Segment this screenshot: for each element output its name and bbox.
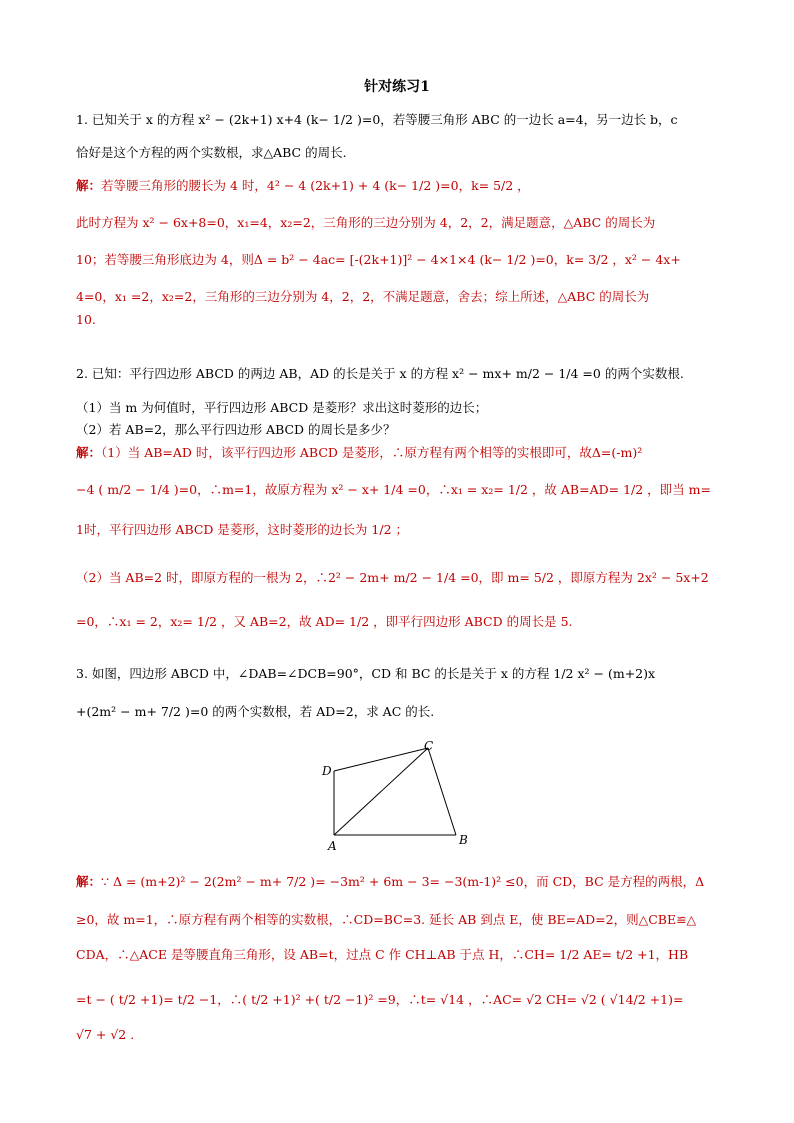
q2-line3: （2）若 AB=2，那么平行四边形 ABCD 的周长是多少？: [76, 422, 396, 437]
q2-solution-1-text: （1）当 AB=AD 时，该平行四边形 ABCD 是菱形，∴原方程有两个相等的实根即可，故Δ=(-m)²: [101, 445, 643, 460]
q1-line2: 恰好是这个方程的两个实数根，求△ABC 的周长.: [76, 145, 347, 160]
q2-line1: 2. 已知：平行四边形 ABCD 的两边 AB，AD 的长是关于 x 的方程 x² − mx+ m/2 − 1/4 =0 的两个实数根.: [76, 366, 684, 381]
q3-solution-1: [76, 872, 704, 890]
q1-solution-label: 解：: [76, 178, 102, 193]
q3-solution-1-text: ∵ Δ = (m+2)² − 2(2m² − m+ 7/2 )= −3m² + 6m − 3= −3(m-1)² ≤0，而 CD，BC 是方程的两根，Δ: [101, 874, 705, 889]
q2-solution-5: =0，∴x₁ = 2，x₂= 1/2 ，又 AB=2，故 AD= 1/2 ，即平行四边形 ABCD 的周长是 5.: [76, 614, 573, 629]
q2-solution-4: （2）当 AB=2 时，即原方程的一根为 2，∴2² − 2m+ m/2 − 1/4 =0，即 m= 5/2 ，即原方程为 2x² − 5x+2: [76, 570, 709, 585]
q1-solution-3: 10；若等腰三角形底边为 4，则Δ = b² − 4ac= [-(2k+1)]² − 4×1×4 (k− 1/2 )=0，k= 3/2 ，x² − 4x+: [76, 252, 681, 267]
q2-solution-3: 1时，平行四边形 ABCD 是菱形，这时菱形的边长为 1/2 ；: [76, 522, 408, 537]
edge-bc: [428, 748, 456, 835]
q3-solution-label: 解：: [76, 874, 102, 889]
q1-solution-1-text: 若等腰三角形的腰长为 4 时，4² − 4 (2k+1) + 4 (k− 1/2 )=0，k= 5/2 ，: [101, 178, 530, 193]
label-c: C: [424, 739, 434, 753]
diagonal-ac: [334, 748, 428, 835]
q3-line2: +(2m² − m+ 7/2 )=0 的两个实数根，若 AD=2，求 AC 的长.: [76, 704, 435, 719]
q2-solution-2: −4 ( m/2 − 1/4 )=0，∴m=1，故原方程为 x² − x+ 1/4 =0，∴x₁ = x₂= 1/2 ，故 AB=AD= 1/2 ，即当 m=: [76, 482, 711, 497]
edge-cd: [334, 748, 428, 771]
q1-solution-1: [76, 176, 530, 194]
q3-solution-4: =t − ( t/2 +1)= t/2 −1，∴( t/2 +1)² +( t/2 −1)² =9，∴t= √14 ，∴AC= √2 CH= √2 ( √14/2 +1)=: [76, 992, 684, 1007]
quadrilateral-figure: [320, 738, 480, 856]
q1-solution-5: 10.: [76, 312, 96, 327]
label-d: D: [322, 764, 332, 778]
page-title: 针对练习1: [364, 79, 430, 95]
q2-solution-label: 解：: [76, 445, 102, 460]
q1-solution-2: 此时方程为 x² − 6x+8=0，x₁=4，x₂=2，三角形的三边分别为 4，2，2，满足题意，△ABC 的周长为: [76, 215, 656, 230]
q1-line1: 1. 已知关于 x 的方程 x² − (2k+1) x+4 (k− 1/2 )=0，若等腰三角形 ABC 的一边长 a=4，另一边长 b，c: [76, 112, 678, 127]
label-b: B: [459, 833, 468, 847]
q1-solution-4: 4=0，x₁ =2，x₂=2，三角形的三边分别为 4，2，2，不满足题意，舍去；综上所述，△ABC 的周长为: [76, 289, 650, 304]
q3-line1: 3. 如图，四边形 ABCD 中，∠DAB=∠DCB=90°，CD 和 BC 的长是关于 x 的方程 1/2 x² − (m+2)x: [76, 666, 656, 681]
q3-solution-3: CDA，∴△ACE 是等腰直角三角形，设 AB=t，过点 C 作 CH⊥AB 于点 H，∴CH= 1/2 AE= t/2 +1，HB: [76, 947, 689, 962]
q2-solution-1: [76, 443, 642, 461]
q3-solution-2: ≥0，故 m=1，∴原方程有两个相等的实数根，∴CD=BC=3. 延长 AB 到点 E，使 BE=AD=2，则△CBE≌△: [76, 912, 697, 927]
q2-line2: （1）当 m 为何值时，平行四边形 ABCD 是菱形？求出这时菱形的边长；: [76, 400, 488, 415]
label-a: A: [328, 839, 337, 853]
q3-solution-5: √7 + √2 .: [76, 1027, 135, 1042]
